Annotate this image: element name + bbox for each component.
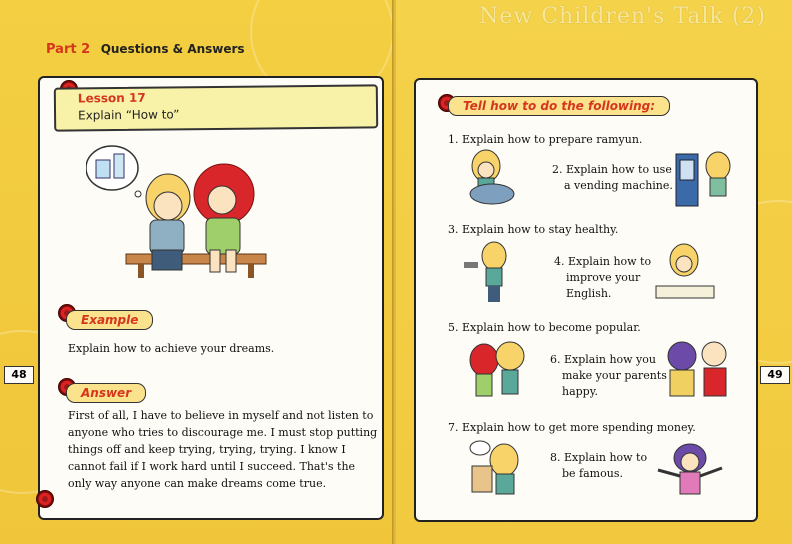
task-5: 5. Explain how to become popular.: [448, 321, 641, 334]
vending-machine-illustration: [672, 150, 738, 210]
task-2: [552, 162, 673, 194]
lesson-banner: [54, 84, 378, 131]
lesson-number: Lesson 17: [77, 90, 146, 106]
rose-icon: [36, 490, 54, 508]
task-4: [554, 254, 651, 302]
task-2-line-1: 2. Explain how to use: [552, 163, 672, 176]
popular-friends-illustration: [466, 338, 530, 402]
book-title: New Children's Talk (2): [479, 4, 766, 29]
spending-money-illustration: [466, 438, 530, 498]
task-4-line-1: 4. Explain how to: [554, 255, 652, 268]
part-heading: [46, 42, 245, 57]
right-page: [396, 0, 792, 544]
task-8-line-2: be famous.: [562, 467, 623, 480]
answer-line: cannot fail if I work hard until I succeed. That's the: [68, 460, 356, 473]
task-6-line-3: happy.: [562, 385, 598, 398]
answer-tab: Answer: [66, 383, 146, 403]
answer-line: anyone who tries to discourage me. I must stop putting: [68, 426, 378, 439]
answer-line: things off and keep trying, trying, trying. I know I: [68, 443, 346, 456]
famous-singer-illustration: [650, 440, 730, 498]
part-label: Part 2: [46, 42, 91, 57]
studying-illustration: [648, 242, 722, 304]
ramyun-illustration: [460, 148, 522, 208]
task-8-line-1: 8. Explain how to: [550, 451, 648, 464]
answer-text: [68, 407, 377, 492]
task-8: [550, 450, 647, 482]
task-7: 7. Explain how to get more spending money.: [448, 421, 696, 434]
task-6: [550, 352, 667, 400]
lesson-title: Explain “How to”: [77, 107, 180, 123]
task-4-line-2: improve your: [566, 271, 641, 284]
task-1: 1. Explain how to prepare ramyun.: [448, 133, 643, 146]
task-6-line-1: 6. Explain how you: [550, 353, 656, 366]
happy-family-illustration: [662, 338, 736, 402]
left-page: [0, 0, 394, 544]
answer-line: First of all, I have to believe in myself and not listen to: [68, 409, 374, 422]
answer-line: only way anyone can make dreams come true.: [68, 477, 327, 490]
example-tab: Example: [66, 310, 153, 330]
task-6-line-2: make your parents: [562, 369, 667, 382]
page-number-right: 49: [760, 366, 790, 384]
task-4-line-3: English.: [566, 287, 612, 300]
task-3: 3. Explain how to stay healthy.: [448, 223, 619, 236]
kids-on-bench-illustration: [86, 138, 276, 280]
example-text: Explain how to achieve your dreams.: [68, 342, 275, 355]
task-2-line-2: a vending machine.: [564, 179, 673, 192]
page-number-left: 48: [4, 366, 34, 384]
exercise-illustration: [460, 240, 526, 304]
instruction-tab: Tell how to do the following:: [448, 96, 670, 116]
part-title: Questions & Answers: [100, 42, 245, 56]
